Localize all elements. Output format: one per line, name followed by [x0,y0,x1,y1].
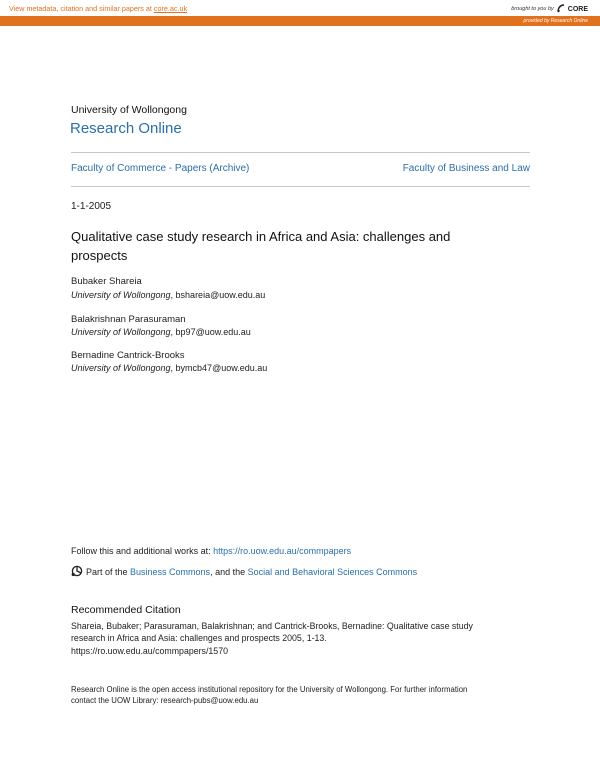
citation-line: Shareia, Bubaker; Parasuraman, Balakrishnan; and Cantrick-Brooks, Bernadine: Qualitative case study [71,621,473,631]
footer-line: Research Online is the open access institutional repository for the University of Wollongong. For further information [71,685,468,694]
divider-bottom [71,186,530,187]
follow-line [71,546,351,556]
part-of-middle: , and the [210,567,248,577]
affiliation-text: University of Wollongong [71,290,171,300]
footer-line: contact the UOW Library: research-pubs@uow.edu.au [71,696,259,706]
divider-top [71,152,530,153]
citation-line: research in Africa and Asia: challenges and prospects 2005, 1-13. [71,633,327,644]
network-icon [71,565,83,579]
core-link-site: core.ac.uk [153,4,188,13]
core-brand: CORE [567,5,588,13]
business-commons-link[interactable]: Business Commons [130,567,211,577]
brought-by-text: brought to you by [511,6,554,12]
brought-by [511,3,588,15]
core-link-prefix: View metadata, citation and similar papers at [9,4,154,13]
follow-text: Follow this and additional works at: [71,546,214,556]
affiliation-text: University of Wollongong [71,327,171,337]
repository-name[interactable]: Research Online [70,120,182,137]
author-email: , bp97@uow.edu.au [170,327,251,337]
follow-url-link[interactable]: https://ro.uow.edu.au/commpapers [213,546,352,556]
collection-link-left[interactable]: Faculty of Commerce - Papers (Archive) [71,163,250,174]
citation-url: https://ro.uow.edu.au/commpapers/1570 [71,645,228,656]
author-email: , bymcb47@uow.edu.au [170,363,268,373]
part-of-text [86,567,417,577]
publication-date: 1-1-2005 [71,201,112,212]
core-banner [0,0,600,28]
affiliation-text: University of Wollongong [71,363,171,373]
citation-heading: Recommended Citation [71,604,181,616]
citation-text [71,620,521,657]
repository-footer [71,684,531,707]
part-of-prefix: Part of the [86,567,131,577]
author-affiliation [71,363,267,373]
author-name: Balakrishnan Parasuraman [71,314,186,325]
provided-by: provided by Research Online [523,17,588,24]
banner-orange-strip [0,16,600,26]
collection-link-right[interactable]: Faculty of Business and Law [402,163,530,174]
social-sciences-commons-link[interactable]: Social and Behavioral Sciences Commons [247,567,418,577]
author-name: Bubaker Shareia [71,276,142,287]
university-name: University of Wollongong [71,104,187,116]
author-name: Bernadine Cantrick-Brooks [71,350,185,361]
part-of-line [71,565,417,579]
core-metadata-link[interactable] [9,4,187,13]
paper-title: Qualitative case study research in Africa and Asia: challenges and prospects [71,229,451,263]
author-affiliation [71,327,251,337]
author-affiliation [71,290,265,300]
core-logo-icon [556,3,566,15]
author-email: , bshareia@uow.edu.au [170,290,266,300]
